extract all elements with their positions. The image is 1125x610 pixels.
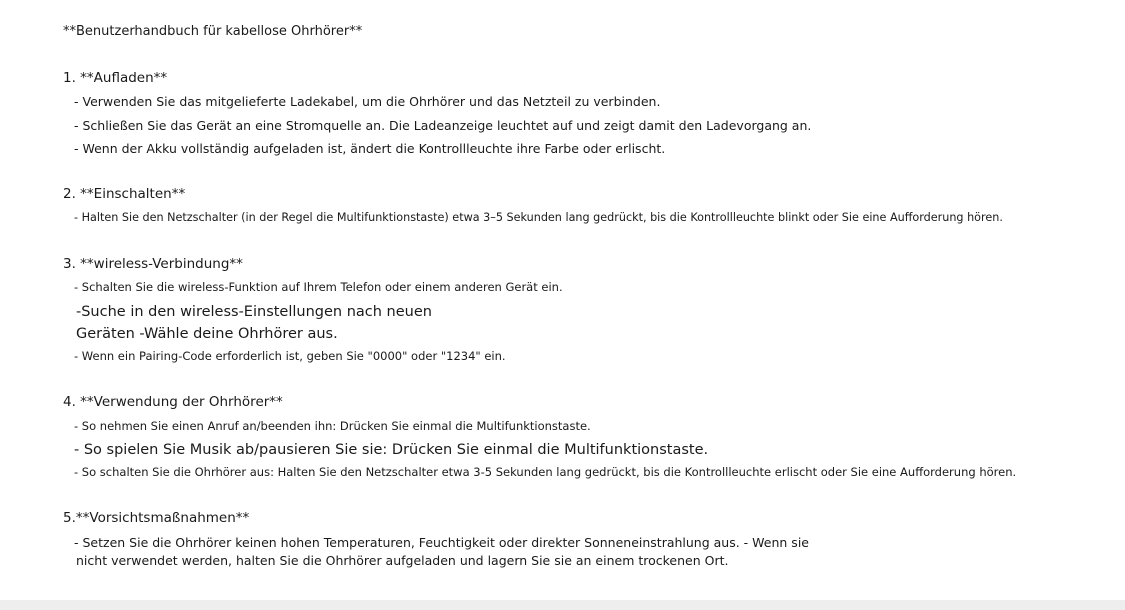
section-heading-precautions: 5.**Vorsichtsmaßnahmen** [63, 510, 250, 526]
usage-line-2: - So spielen Sie Musik ab/pausieren Sie sie: Drücken Sie einmal die Multifunktionstaste. [74, 442, 709, 458]
wireless-line-1: - Schalten Sie die wireless-Funktion auf Ihrem Telefon oder einem anderen Gerät ein. [74, 280, 563, 294]
charging-line-3: - Wenn der Akku vollständig aufgeladen ist, ändert die Kontrollleuchte ihre Farbe oder erlischt. [74, 141, 666, 156]
power-on-line-1: - Halten Sie den Netzschalter (in der Regel die Multifunktionstaste) etwa 3–5 Sekunden lang gedrückt, bis die Kontrollleuchte blinkt oder Sie eine Aufforderung hören. [74, 211, 1003, 224]
wireless-line-4: - Wenn ein Pairing-Code erforderlich ist, geben Sie "0000" oder "1234" ein. [74, 349, 506, 363]
wireless-line-3: Geräten -Wähle deine Ohrhörer aus. [76, 326, 338, 342]
section-heading-charging: 1. **Aufladen** [63, 70, 168, 86]
precautions-line-1: - Setzen Sie die Ohrhörer keinen hohen Temperaturen, Feuchtigkeit oder direkter Sonneneinstrahlung aus. - Wenn sie [74, 535, 809, 550]
section-heading-power-on: 2. **Einschalten** [63, 186, 186, 202]
section-heading-usage: 4. **Verwendung der Ohrhörer** [63, 394, 283, 410]
usage-line-1: - So nehmen Sie einen Anruf an/beenden ihn: Drücken Sie einmal die Multifunktionstaste. [74, 419, 591, 433]
charging-line-2: - Schließen Sie das Gerät an eine Stromquelle an. Die Ladeanzeige leuchtet auf und zeigt damit den Ladevorgang an. [74, 118, 812, 133]
charging-line-1: - Verwenden Sie das mitgelieferte Ladekabel, um die Ohrhörer und das Netzteil zu verbinden. [74, 94, 661, 109]
section-heading-wireless: 3. **wireless-Verbindung** [63, 256, 243, 272]
precautions-line-2: nicht verwendet werden, halten Sie die Ohrhörer aufgeladen und lagern Sie sie an einem trockenen Ort. [76, 553, 729, 568]
document-title: **Benutzerhandbuch für kabellose Ohrhörer** [63, 24, 363, 39]
wireless-line-2: -Suche in den wireless-Einstellungen nach neuen [76, 304, 432, 320]
usage-line-3: - So schalten Sie die Ohrhörer aus: Halten Sie den Netzschalter etwa 3-5 Sekunden lang gedrückt, bis die Kontrollleuchte erlischt oder Sie eine Aufforderung hören. [74, 465, 1017, 479]
bottom-border [0, 600, 1125, 610]
